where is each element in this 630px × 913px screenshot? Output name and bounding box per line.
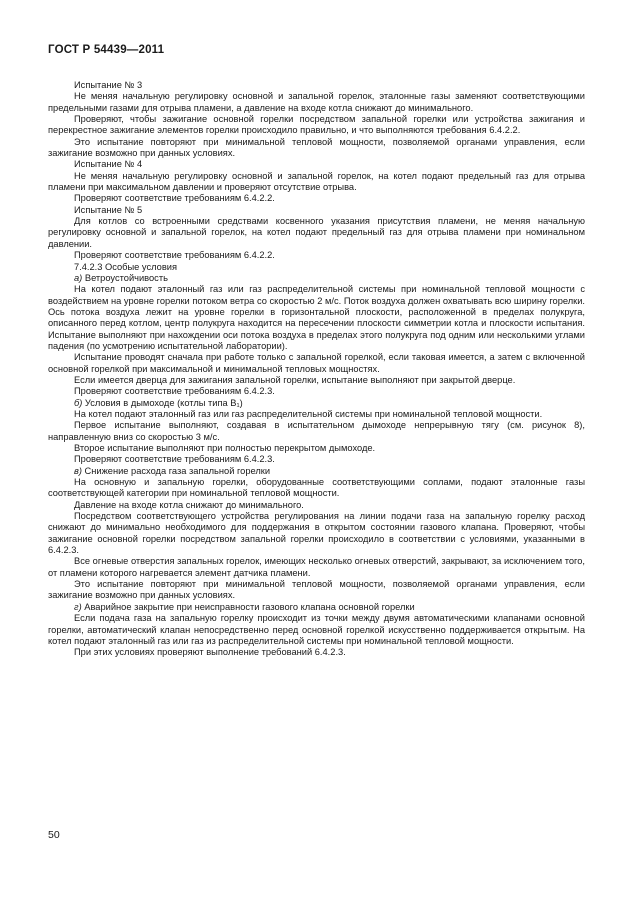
paragraph: Это испытание повторяют при минимальной тепловой мощности, позволяемой органами управления, если зажигание возможно при данных условиях. <box>48 136 585 159</box>
paragraph: Проверяют соответствие требованиям 6.4.2.3. <box>74 386 275 397</box>
paragraph: Проверяют соответствие требованиям 6.4.2.3. <box>74 454 275 465</box>
paragraph: Это испытание повторяют при минимальной тепловой мощности, позволяемой органами управления, если зажигание возможно при данных условиях. <box>48 579 585 601</box>
paragraph: На основную и запальную горелки, оборудованные соответствующими соплами, подают эталонные газы соответствующей категории при номинальной тепловой мощности. <box>48 477 585 499</box>
page-number: 50 <box>48 829 60 841</box>
test-heading: Испытание № 3 <box>74 80 143 90</box>
document-body <box>48 80 585 659</box>
document-code-header: ГОСТ Р 54439—2011 <box>48 44 165 56</box>
subsection-heading: б) Условия в дымоходе (котлы типа B₁) <box>74 397 243 408</box>
paragraph: Не меняя начальную регулировку основной и запальной горелок, на котел подают предельный газ для отрыва пламени при максимальном давлении и проверяют отсутствие отрыва. <box>48 170 585 193</box>
paragraph: Проверяют соответствие требованиям 6.4.2.2. <box>74 193 275 204</box>
paragraph: При этих условиях проверяют выполнение требований 6.4.2.3. <box>74 647 346 658</box>
paragraph: Если подача газа на запальную горелку происходит из точки между двумя автоматическими клапанами основной горелки, автоматический клапан непосредственно перед основной горелкой искусственно поддерживается открытым. На котел подают эталонный газ или газ из распределительной системы при номинальной тепловой мощности. <box>48 613 585 646</box>
list-marker: б) <box>74 397 83 408</box>
paragraph: Проверяют соответствие требованиям 6.4.2.2. <box>74 250 275 261</box>
paragraph: Испытание проводят сначала при работе только с запальной горелкой, если таковая имеется, а затем с включенной основной горелкой при максимальной и минимальной тепловых мощностях. <box>48 352 585 374</box>
test-heading: Испытание № 5 <box>74 204 143 215</box>
test-heading: Испытание № 4 <box>74 159 143 170</box>
subsection-heading: в) Снижение расхода газа запальной горелки <box>74 465 271 476</box>
list-marker: в) <box>74 465 82 476</box>
paragraph: На котел подают эталонный газ или газ распределительной системы при номинальной тепловой мощности с воздействием на уровне горелки потоком ветра со скоростью 2 м/с. Поток воздуха должен охватывать всю ширину горелки. Ось потока воздуха лежит на уровне горелки в горизонтальной плоскости, расположенной в пределах полукруга, описанного перед котлом, центр полукруга находится на пересечении плоскости симметрии котла и плоскости испытания. Испытание выполняют при нахождении оси потока воздуха в пределах этого полукруга под одним или несколькими углами падения (по усмотрению испытательной лаборатории). <box>48 284 585 351</box>
paragraph: Посредством соответствующего устройства регулирования на линии подачи газа на запальную горелку расход снижают до минимально необходимого для поддержания в открытом состоянии газового клапана. Проверяют, чтобы зажигание основной горелки посредством запальной горелки происходило в соответствии с условиями, указанными в 6.4.2.3. <box>48 511 585 556</box>
paragraph: Второе испытание выполняют при полностью перекрытом дымоходе. <box>74 443 376 453</box>
subsection-heading: г) Аварийное закрытие при неисправности газового клапана основной горелки <box>74 601 415 612</box>
section-heading: 7.4.2.3 Особые условия <box>74 261 177 272</box>
paragraph: На котел подают эталонный газ или газ распределительной системы при номинальной тепловой мощности. <box>74 408 543 419</box>
list-marker: г) <box>74 601 82 612</box>
paragraph: Все огневые отверстия запальных горелок, имеющих несколько огневых отверстий, закрывают, за исключением того, от пламени которого нагревается элемент датчика пламени. <box>48 556 585 578</box>
list-marker: а) <box>74 272 83 283</box>
paragraph: Для котлов со встроенными средствами косвенного указания присутствия пламени, не меняя начальную регулировку основной и запальной горелок, на котел подают предельный газ для отрыва пламени при номинальном давлении. <box>48 216 585 249</box>
paragraph: Давление на входе котла снижают до минимального. <box>74 499 304 510</box>
paragraph: Проверяют, чтобы зажигание основной горелки посредством запальной горелки или устройства зажигания и перекрестное зажигание элементов горелки происходило правильно, и что выполняются требования 6.4.2.2. <box>48 114 585 136</box>
paragraph: Не меняя начальную регулировку основной и запальной горелок, эталонные газы заменяют соответствующими предельными газами для отрыва пламени, а давление на входе котла снижают до минимального. <box>48 91 585 113</box>
subsection-heading: а) Ветроустойчивость <box>74 272 168 283</box>
paragraph: Если имеется дверца для зажигания запальной горелки, испытание выполняют при закрытой дверце. <box>74 374 516 385</box>
paragraph: Первое испытание выполняют, создавая в испытательном дымоходе непрерывную тягу (см. рисунок 8), направленную вниз со скоростью 3 м/с. <box>48 420 585 442</box>
